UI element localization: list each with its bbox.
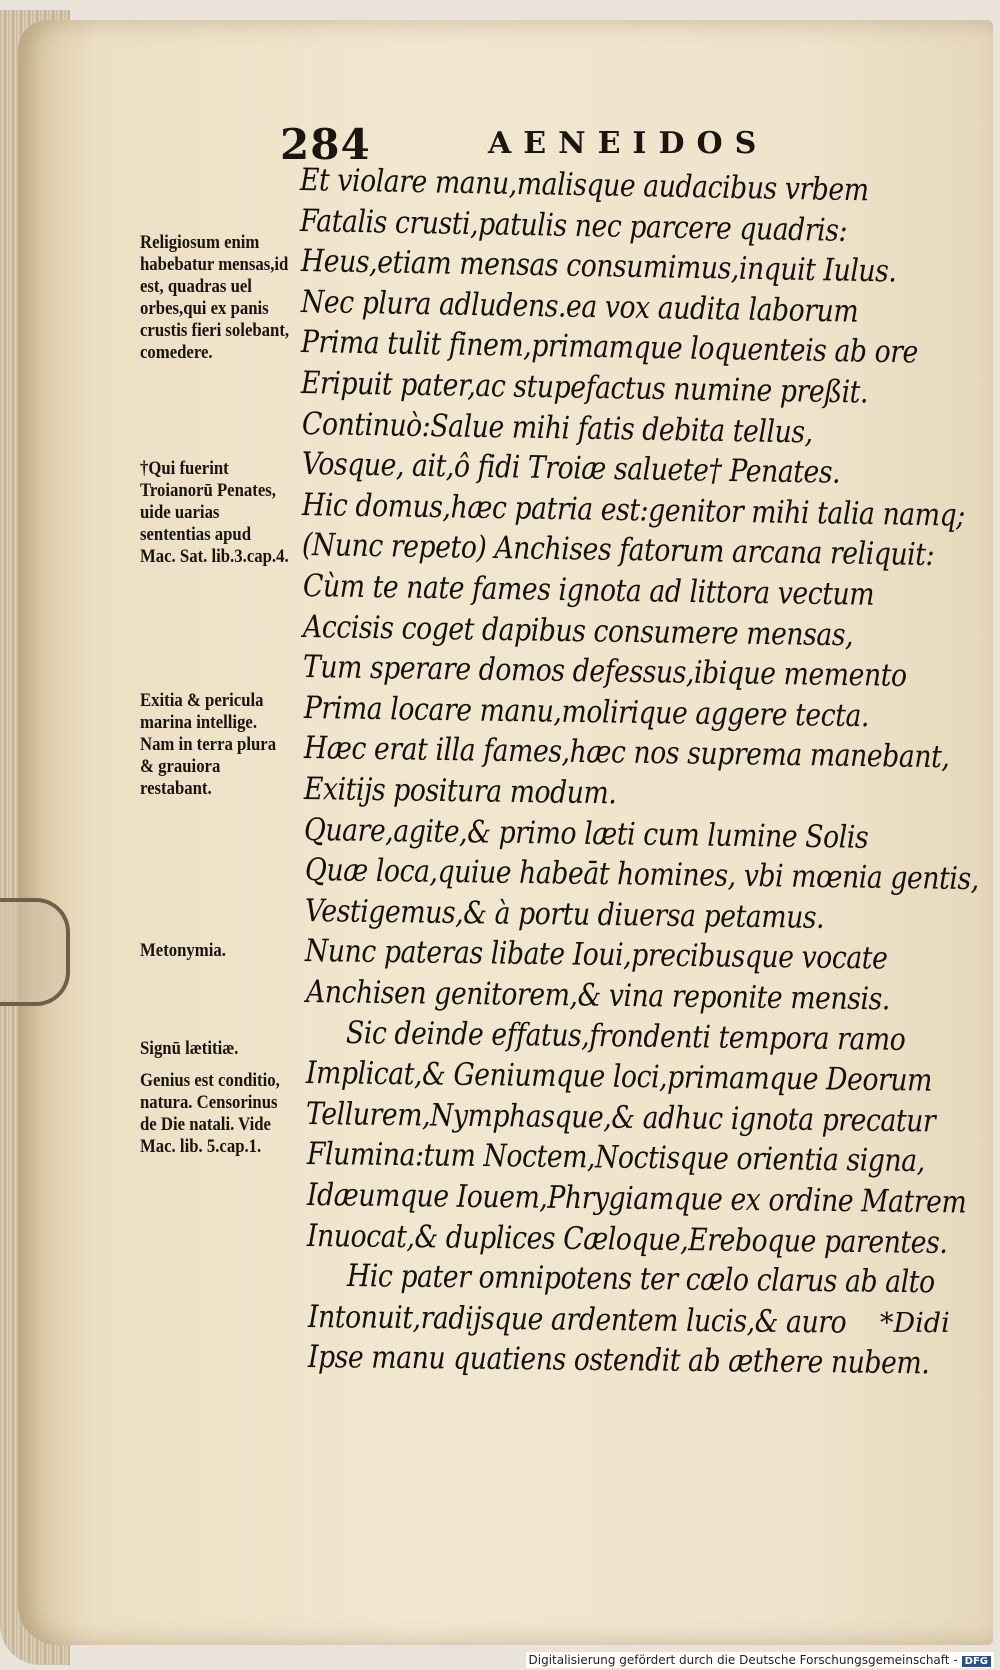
verse-line: Vestigemus,& à portu diuersa petamus. xyxy=(304,892,825,936)
margin-note: Exitia & pericula marina intellige. Nam in terra plura & grauiora restabant. xyxy=(140,690,277,799)
margin-note: Signū lætitiæ. xyxy=(140,1038,239,1059)
digitization-credit xyxy=(526,1652,995,1668)
running-head: AENEIDOS xyxy=(488,126,769,161)
verse-line: Sic deinde effatus,frondenti tempora ramo xyxy=(345,1014,906,1058)
verse-line: Heus,etiam mensas consumimus,inquit Iulus. xyxy=(300,243,897,290)
margin-note: Genius est conditio, natura. Censorinus de Die natali. Vide Mac. lib. 5.cap.1. xyxy=(140,1070,280,1157)
verse-line: Prima tulit finem,primamque loquenteis ab ore xyxy=(300,324,919,371)
page-header xyxy=(280,120,840,169)
verse-line: Implicat,& Geniumque loci,primamque Deorum xyxy=(305,1055,933,1099)
verse-line: Quare,agite,& primo læti cum lumine Solis xyxy=(303,811,869,856)
verse-line: Continuò:Salue mihi fatis debita tellus, xyxy=(301,405,813,451)
verse-line: Hæc erat illa fames,hæc nos suprema manebant, xyxy=(303,730,950,776)
folio-number: 284 xyxy=(280,120,371,169)
verse-line: Vosque, ait,ô fidi Troiæ saluete† Penates. xyxy=(301,446,841,491)
verse-line: Eripuit pater,ac stupefactus numine preßit. xyxy=(300,365,869,411)
verse-line: Hic pater omnipotens ter cælo clarus ab alto xyxy=(346,1258,935,1301)
verse-line: Quæ loca,quiue habeāt homines, vbi mœnia gentis, xyxy=(304,852,979,898)
verse-line: Ipse manu quatiens ostendit ab æthere nubem. xyxy=(307,1339,930,1382)
verse-line: Fatalis crusti,patulis nec parcere quadris: xyxy=(299,202,848,249)
catchword: *Didi xyxy=(880,1308,950,1339)
verse-line: Nunc pateras libate Ioui,precibusque vocate xyxy=(304,933,888,977)
verse-line: Idæumque Iouem,Phrygiamque ex ordine Matrem xyxy=(306,1177,967,1221)
verse-line: Exitijs positura modum. xyxy=(303,771,617,812)
verse-line: (Nunc repeto) Anchises fatorum arcana reliquit: xyxy=(301,527,935,574)
margin-note: †Qui fuerint Troianorū Penates, uide uarias sententias apud Mac. Sat. lib.3.cap.4. xyxy=(140,458,289,567)
verse-line: Tellurem,Nymphasque,& adhuc ignota precatur xyxy=(305,1095,936,1140)
verse-line: Hic domus,hæc patria est:genitor mihi talia namq; xyxy=(301,486,966,534)
margin-note: Religiosum enim habebatur mensas,id est, quadras uel orbes,qui ex panis crustis fieri solebant, comedere. xyxy=(140,232,290,363)
credit-text: Digitalisierung gefördert durch die Deutsche Forschungsgemeinschaft - xyxy=(528,1653,958,1667)
verse-line: Tum sperare domos defessus,ibique memento xyxy=(302,649,907,695)
verse-line: Intonuit,radijsque ardentem lucis,& auro xyxy=(307,1298,847,1341)
dfg-logo: DFG xyxy=(962,1656,991,1667)
margin-note: Metonymia. xyxy=(140,940,226,961)
verse-line: Inuocat,& duplices Cæloque,Ereboque parentes. xyxy=(306,1217,948,1261)
book-clasp xyxy=(0,898,70,1006)
verse-line: Et violare manu,malisque audacibus vrbem xyxy=(299,162,869,209)
verse-line: Flumina:tum Noctem,Noctisque orientia signa, xyxy=(306,1136,925,1180)
verse-line: Anchisen genitorem,& vina reponite mensis. xyxy=(305,974,891,1018)
verse-line: Accisis coget dapibus consumere mensas, xyxy=(302,608,854,653)
verse-line: Nec plura adludens.ea vox audita laborum xyxy=(300,283,859,330)
verse-line: Cùm te nate fames ignota ad littora vectum xyxy=(302,568,875,613)
verse-line: Prima locare manu,molirique aggere tecta. xyxy=(303,689,870,735)
